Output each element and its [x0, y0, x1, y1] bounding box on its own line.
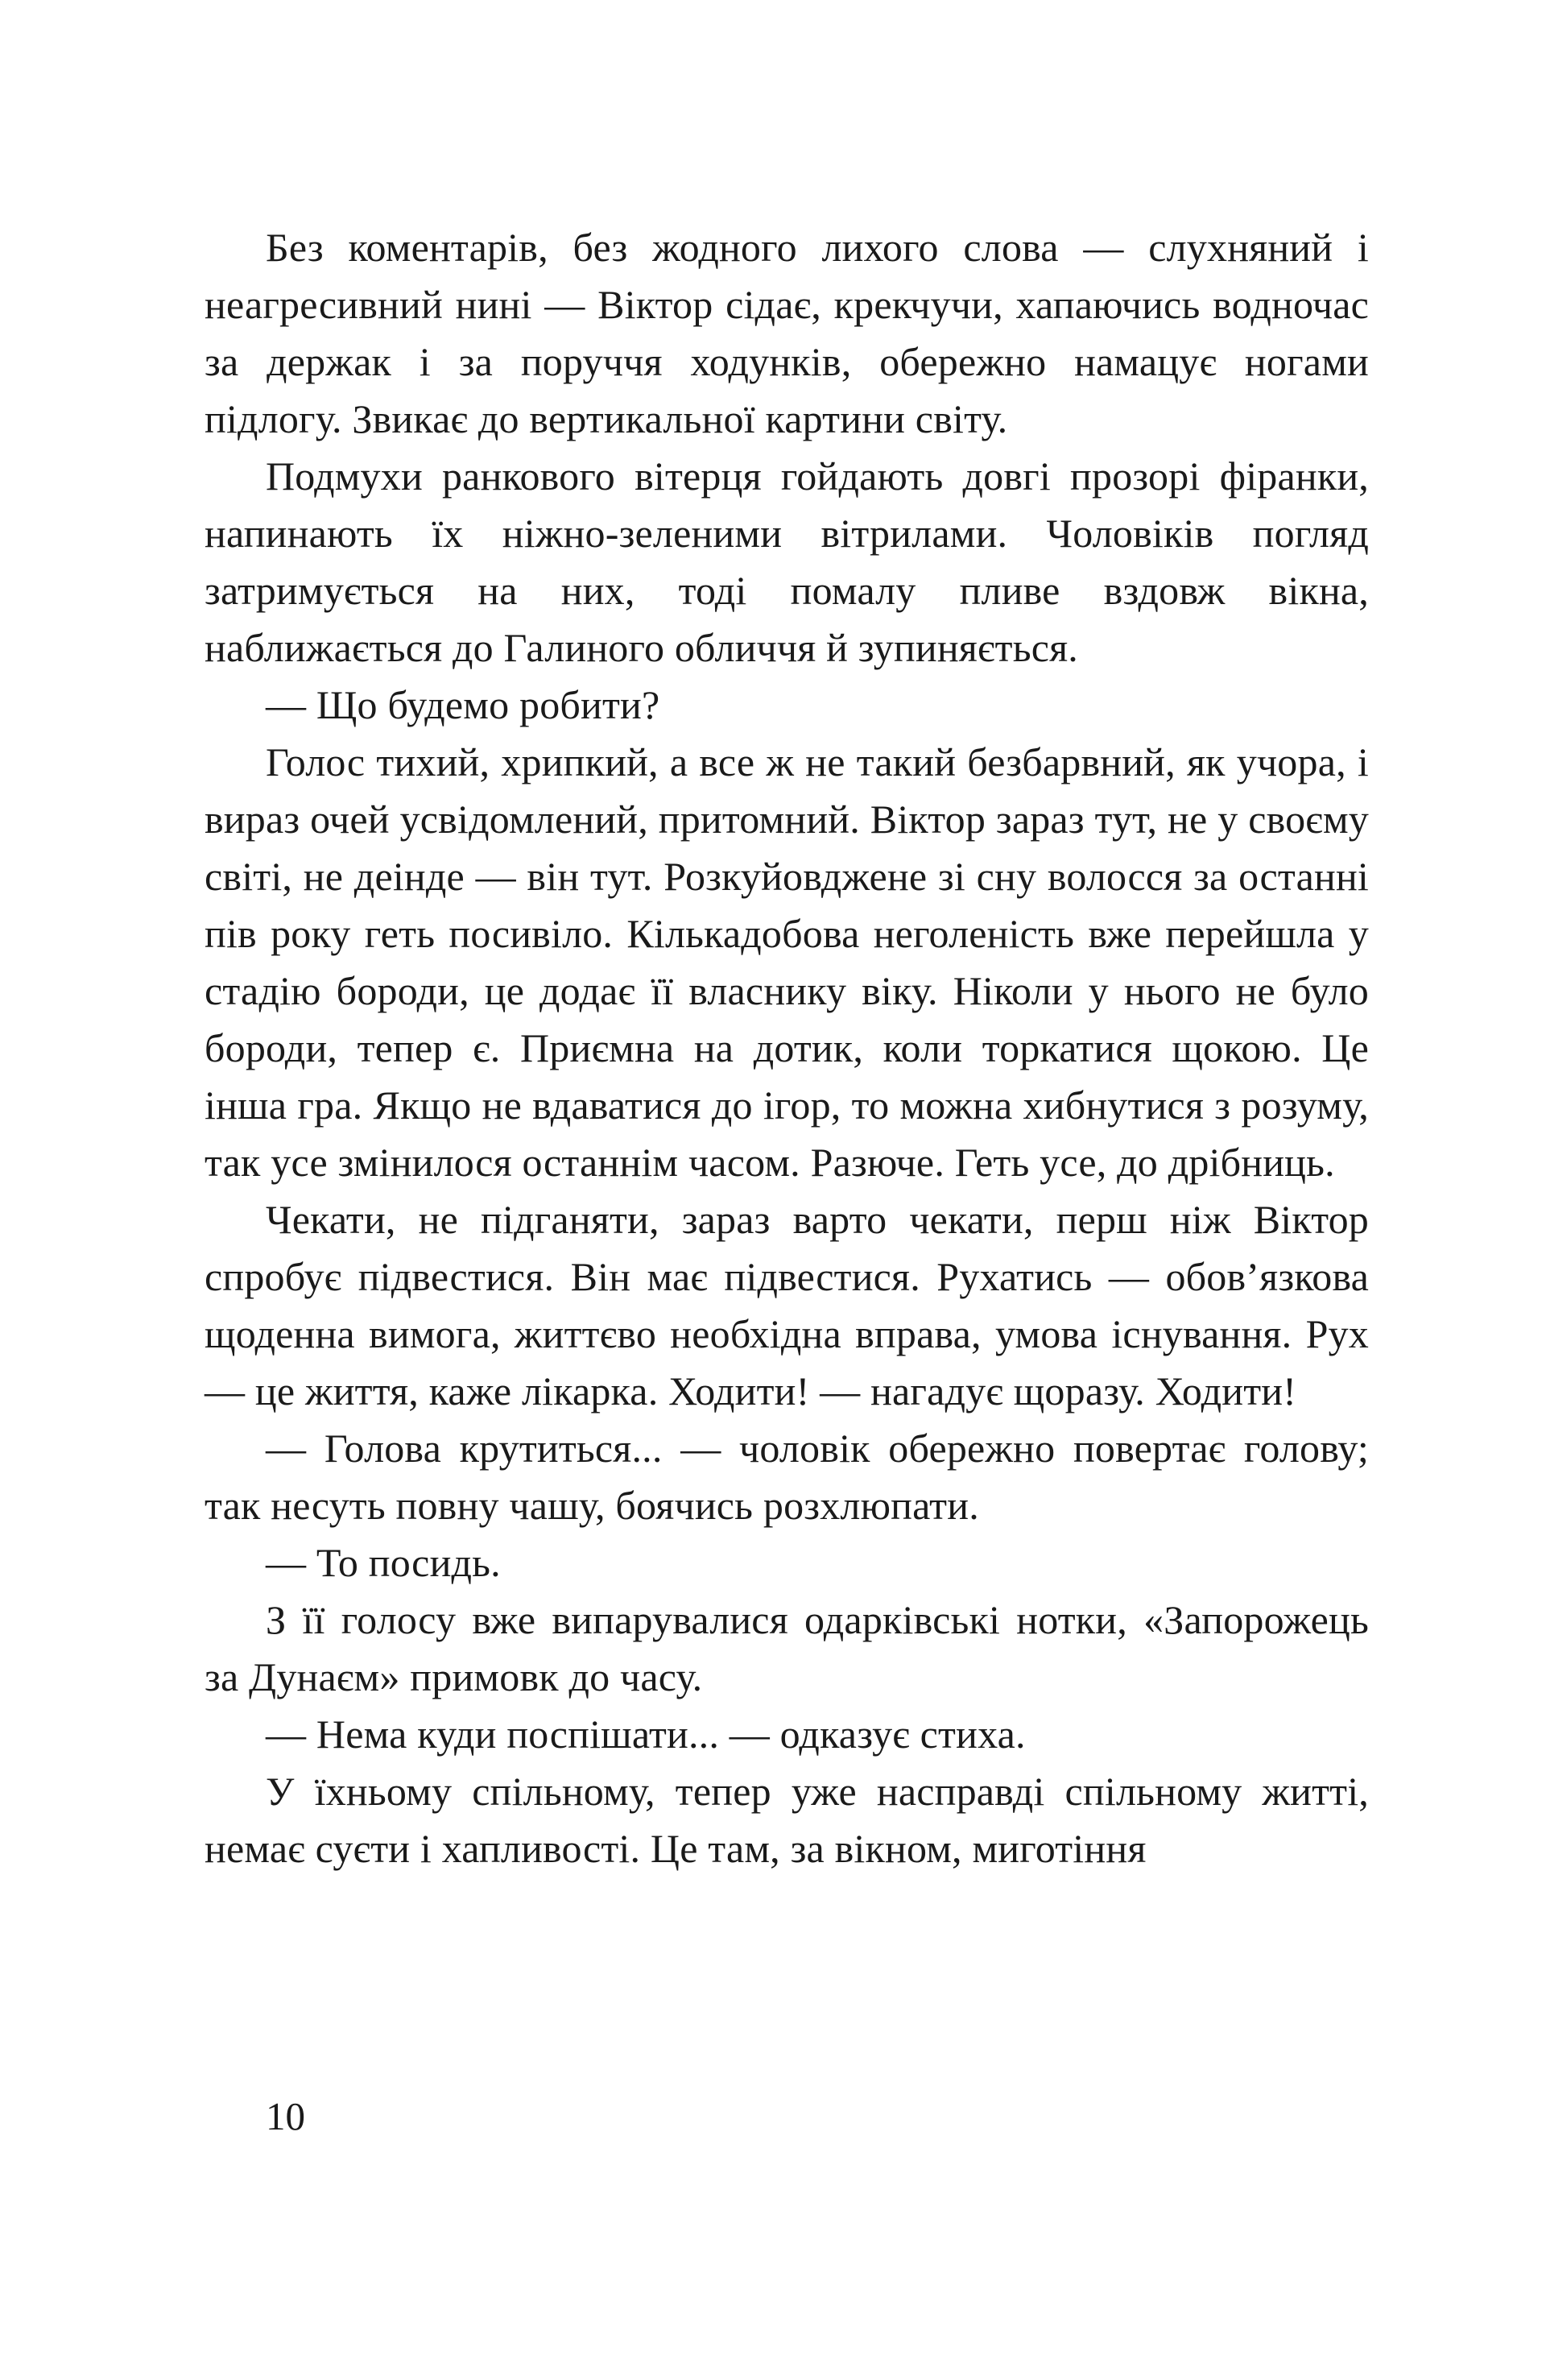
paragraph: Подмухи ранкового вітерця гойдають довгі прозорі фіранки, напинають їх ніжно-зеленими вітрилами. Чоловіків погляд затримується на них, тоді помалу пливе вздовж вікна, наближається до Галиного обличчя й зупиняється.: [205, 453, 1369, 670]
paragraph-dialogue: — Нема куди поспішати... — одказує стиха.: [266, 1712, 1026, 1757]
paragraph: Без коментарів, без жодного лихого слова — слухняний і неагресивний нині — Віктор сідає, крекчучи, хапаючись водночас за держак і за поруччя ходунків, обережно намацує ногами підлогу. Звикає до вертикальної картини світу.: [205, 225, 1369, 441]
paragraph-dialogue: — То посидь.: [266, 1540, 501, 1585]
page-text: [205, 219, 1369, 1877]
paragraph: У їхньому спільному, тепер уже насправді спільному житті, немає суєти і хапливості. Це там, за вікном, миготіння: [205, 1769, 1369, 1871]
paragraph: З її голосу вже випарувалися одарківські нотки, «Запорожець за Дунаєм» примовк до часу.: [205, 1597, 1369, 1699]
paragraph: Голос тихий, хрипкий, а все ж не такий безбарвний, як учора, і вираз очей усвідомлений, притомний. Віктор зараз тут, не у своєму світі, не деінде — він тут. Розкуйовджене зі сну волосся за останні пів року геть посивіло. Кількадобова неголеність вже перейшла у стадію бороди, це додає її власнику віку. Ніколи у нього не було бороди, тепер є. Приємна на дотик, коли торкатися щокою. Це інша гра. Якщо не вдаватися до ігор, то можна хибнутися з розуму, так усе змінилося останнім часом. Разюче. Геть усе, до дрібниць.: [205, 739, 1369, 1185]
page-number: 10: [266, 2094, 305, 2138]
paragraph-dialogue: — Що будемо робити?: [266, 682, 660, 727]
paragraph: Чекати, не підганяти, зараз варто чекати, перш ніж Віктор спробує підвестися. Він має підвестися. Рухатись — обов’язкова щоденна вимога, життєво необхідна вправа, умова існування. Рух — це життя, каже лікарка. Ходити! — нагадує щоразу. Ходити!: [205, 1197, 1369, 1414]
paragraph-dialogue: — Голова крутиться... — чоловік обережно повертає голову; так несуть повну чашу, боячись розхлюпати.: [205, 1426, 1369, 1528]
